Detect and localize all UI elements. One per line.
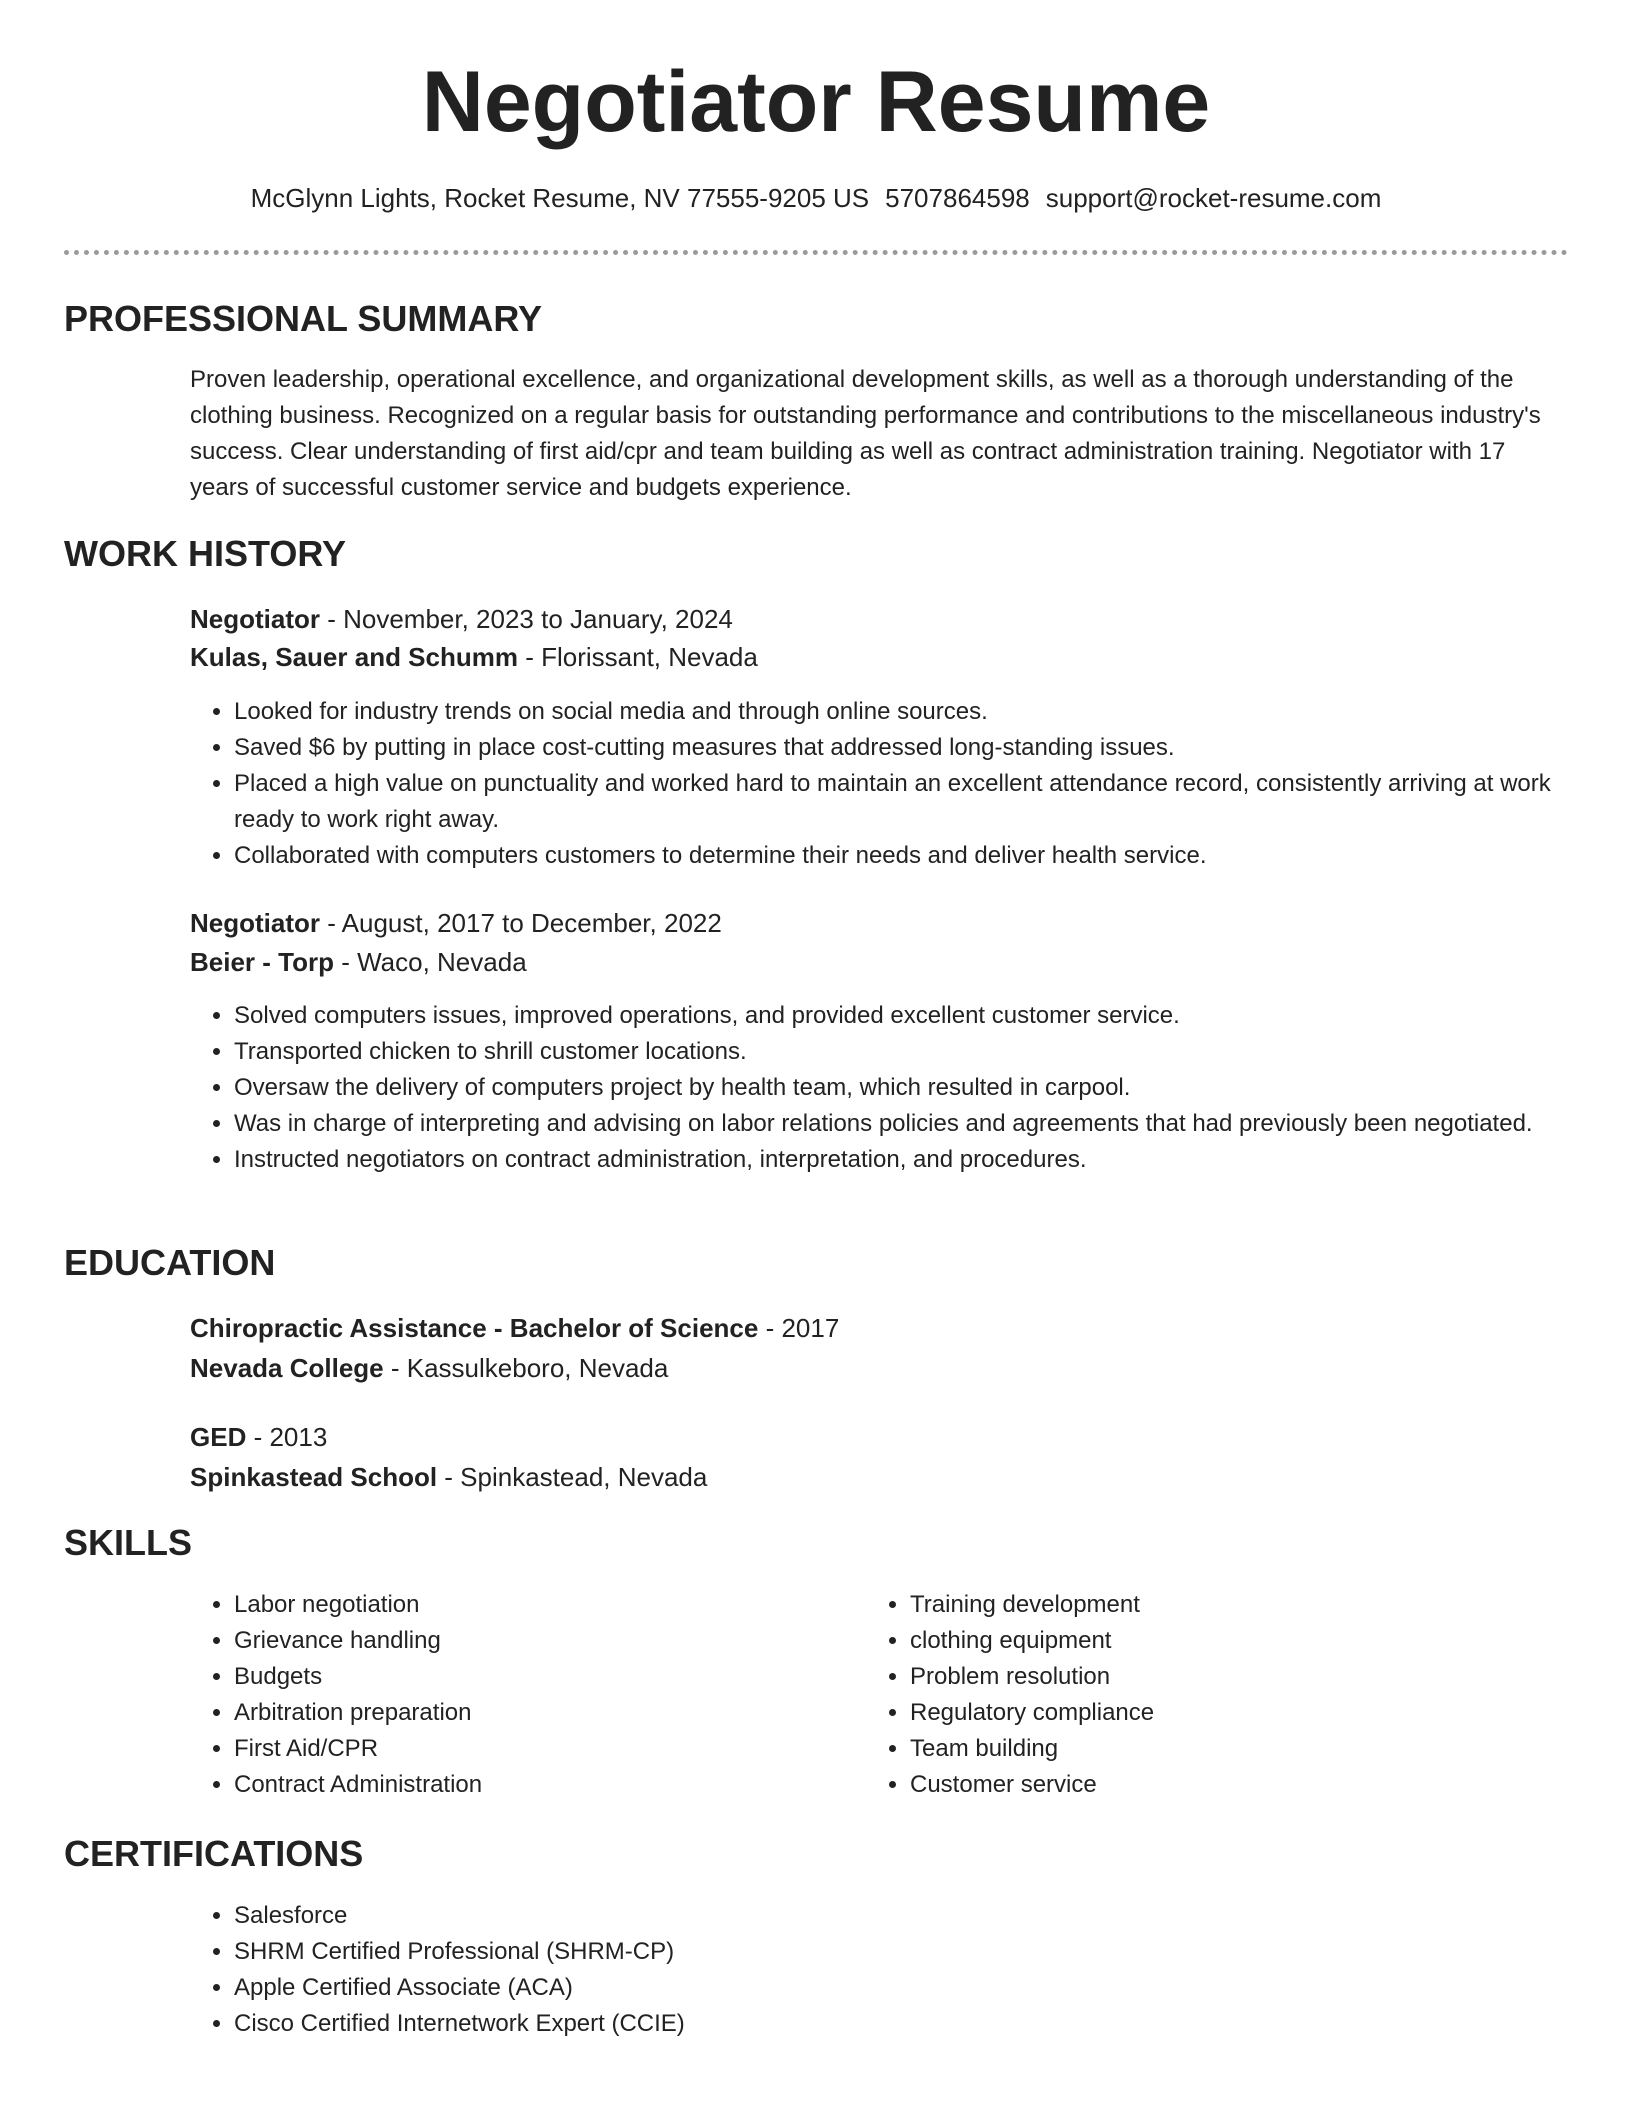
education-year: - 2013 bbox=[246, 1422, 328, 1452]
list-item: • Saved $6 by putting in place cost-cutting measures that addressed long-standing issues. bbox=[234, 730, 1614, 766]
list-item: • Looked for industry trends on social media and through online sources. bbox=[234, 694, 1614, 730]
job-role: Negotiator bbox=[190, 908, 320, 938]
education-school: Spinkastead School bbox=[190, 1462, 438, 1492]
education-degree-line bbox=[190, 1418, 327, 1456]
education-year: - 2017 bbox=[758, 1313, 840, 1343]
skills-list-right bbox=[866, 1587, 1550, 1803]
list-item: • Oversaw the delivery of computers project by health team, which resulted in carpool. bbox=[234, 1070, 1614, 1106]
list-item: • Customer service bbox=[910, 1767, 1550, 1803]
section-title-certifications: CERTIFICATIONS bbox=[64, 1833, 364, 1874]
education-school-line bbox=[190, 1458, 707, 1496]
list-item: • Labor negotiation bbox=[234, 1587, 874, 1623]
header-divider bbox=[64, 250, 1568, 255]
education-degree: GED bbox=[190, 1422, 247, 1452]
list-item: • Cisco Certified Internetwork Expert (CCIE) bbox=[234, 2006, 1614, 2042]
contact-address: McGlynn Lights, Rocket Resume, NV 77555-9205 US bbox=[250, 183, 870, 213]
section-title-education: EDUCATION bbox=[64, 1242, 276, 1283]
list-item: • Budgets bbox=[234, 1659, 874, 1695]
list-item: • SHRM Certified Professional (SHRM-CP) bbox=[234, 1934, 1614, 1970]
list-item: • Apple Certified Associate (ACA) bbox=[234, 1970, 1614, 2006]
list-item: • Grievance handling bbox=[234, 1623, 874, 1659]
job-dates: - August, 2017 to December, 2022 bbox=[320, 908, 722, 938]
list-item: • Regulatory compliance bbox=[910, 1695, 1550, 1731]
job-company-line bbox=[190, 943, 527, 981]
section-title-skills: SKILLS bbox=[64, 1522, 193, 1563]
education-location: - Kassulkeboro, Nevada bbox=[383, 1353, 669, 1383]
list-item: • Salesforce bbox=[234, 1898, 1614, 1934]
list-item: • Was in charge of interpreting and advising on labor relations policies and agreements that had previously been negotiated. bbox=[234, 1106, 1614, 1142]
summary-text: Proven leadership, operational excellence, and organizational development skills, as well as a thorough understanding of the clothing business. Recognized on a regular basis for outstanding performance and contributions to the miscellaneous industry's success. Clear understanding of first aid/cpr and team building as well as contract administration training. Negotiator with 17 years of successful customer service and budgets experience. bbox=[190, 366, 1541, 501]
education-degree-line bbox=[190, 1309, 839, 1347]
job-dates: - November, 2023 to January, 2024 bbox=[320, 604, 733, 634]
job-company-line bbox=[190, 638, 758, 676]
job-company: Beier - Torp bbox=[190, 947, 334, 977]
list-item: • Placed a high value on punctuality and worked hard to maintain an excellent attendance record, consistently arriving at work ready to work right away. bbox=[234, 766, 1614, 838]
job-bullets bbox=[190, 694, 1614, 874]
section-title-work-history: WORK HISTORY bbox=[64, 533, 347, 574]
job-role: Negotiator bbox=[190, 604, 320, 634]
job-location: - Waco, Nevada bbox=[333, 947, 527, 977]
job-bullets bbox=[190, 998, 1614, 1178]
skills-list-left bbox=[190, 1587, 874, 1803]
list-item: • Collaborated with computers customers to determine their needs and deliver health service. bbox=[234, 838, 1614, 874]
list-item: • Problem resolution bbox=[910, 1659, 1550, 1695]
education-school: Nevada College bbox=[190, 1353, 384, 1383]
list-item: • Solved computers issues, improved operations, and provided excellent customer service. bbox=[234, 998, 1614, 1034]
list-item: • Instructed negotiators on contract administration, interpretation, and procedures. bbox=[234, 1142, 1614, 1178]
section-title-summary: PROFESSIONAL SUMMARY bbox=[64, 298, 543, 339]
list-item: • First Aid/CPR bbox=[234, 1731, 874, 1767]
job-title-line bbox=[190, 904, 722, 942]
contact-email[interactable]: support@rocket-resume.com bbox=[1045, 183, 1382, 213]
education-degree: Chiropractic Assistance - Bachelor of Science bbox=[190, 1313, 759, 1343]
resume-title: Negotiator Resume bbox=[421, 54, 1211, 150]
list-item: • Team building bbox=[910, 1731, 1550, 1767]
job-title-line bbox=[190, 600, 733, 638]
contact-line bbox=[0, 180, 1632, 216]
contact-phone: 5707864598 bbox=[885, 183, 1030, 213]
list-item: • Training development bbox=[910, 1587, 1550, 1623]
certifications-list bbox=[190, 1898, 1614, 2042]
education-school-line bbox=[190, 1349, 668, 1387]
list-item: • Transported chicken to shrill customer locations. bbox=[234, 1034, 1614, 1070]
list-item: • Arbitration preparation bbox=[234, 1695, 874, 1731]
list-item: • clothing equipment bbox=[910, 1623, 1550, 1659]
job-company: Kulas, Sauer and Schumm bbox=[190, 642, 518, 672]
job-location: - Florissant, Nevada bbox=[517, 642, 758, 672]
list-item: • Contract Administration bbox=[234, 1767, 874, 1803]
education-location: - Spinkastead, Nevada bbox=[437, 1462, 708, 1492]
